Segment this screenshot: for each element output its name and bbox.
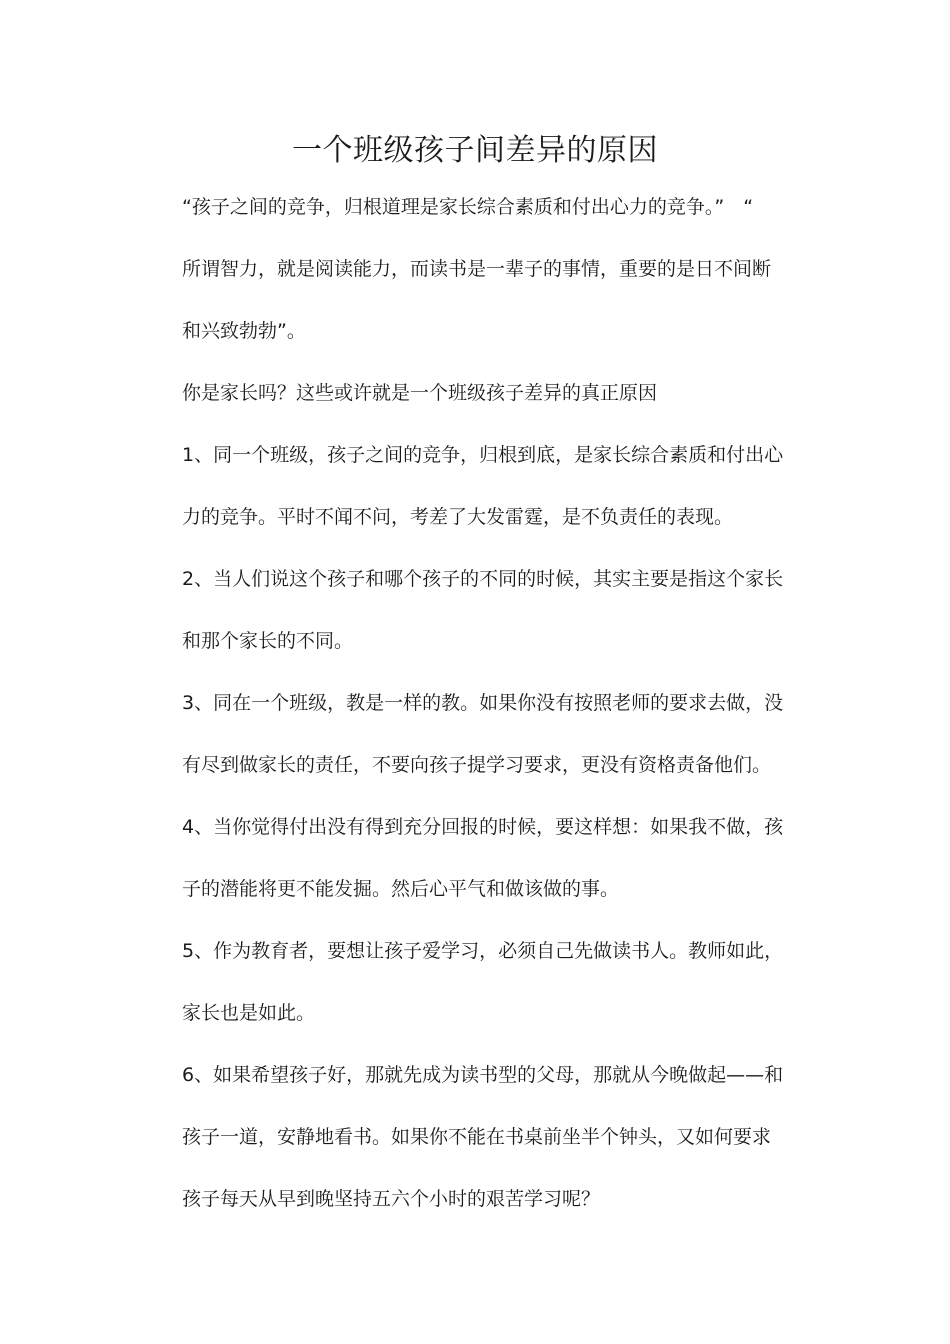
text-line: 力的竞争。平时不闻不问，考差了大发雷霆，是不负责任的表现。 — [182, 506, 734, 528]
text-line: 你是家长吗？这些或许就是一个班级孩子差异的真正原因 — [182, 382, 658, 404]
document-title: 一个班级孩子间差异的原因 — [292, 133, 658, 168]
text-line: 2、当人们说这个孩子和哪个孩子的不同的时候，其实主要是指这个家长 — [182, 568, 784, 590]
text-line: 和那个家长的不同。 — [182, 630, 354, 652]
document-body — [182, 176, 794, 1230]
text-line: 1、同一个班级，孩子之间的竞争，归根到底，是家长综合素质和付出心 — [182, 444, 784, 466]
text-line: 孩子每天从早到晚坚持五六个小时的艰苦学习呢？ — [182, 1188, 601, 1210]
text-line: 和兴致勃勃”。 — [182, 320, 306, 342]
text-line: 5、作为教育者，要想让孩子爱学习，必须自己先做读书人。教师如此， — [182, 940, 784, 962]
text-line: 3、同在一个班级，教是一样的教。如果你没有按照老师的要求去做，没 — [182, 692, 784, 714]
text-line: 子的潜能将更不能发掘。然后心平气和做该做的事。 — [182, 878, 620, 900]
text-line: 孩子一道，安静地看书。如果你不能在书桌前坐半个钟头，又如何要求 — [182, 1126, 772, 1148]
text-line: 所谓智力，就是阅读能力，而读书是一辈子的事情，重要的是日不间断 — [182, 258, 772, 280]
text-line: 家长也是如此。 — [182, 1002, 316, 1024]
text-line: “孩子之间的竞争，归根道理是家长综合素质和付出心力的竞争。” “ — [182, 196, 754, 218]
text-line: 有尽到做家长的责任，不要向孩子提学习要求，更没有资格责备他们。 — [182, 754, 772, 776]
text-line: 4、当你觉得付出没有得到充分回报的时候，要这样想：如果我不做，孩 — [182, 816, 784, 838]
text-line: 6、如果希望孩子好，那就先成为读书型的父母，那就从今晚做起——和 — [182, 1064, 784, 1086]
